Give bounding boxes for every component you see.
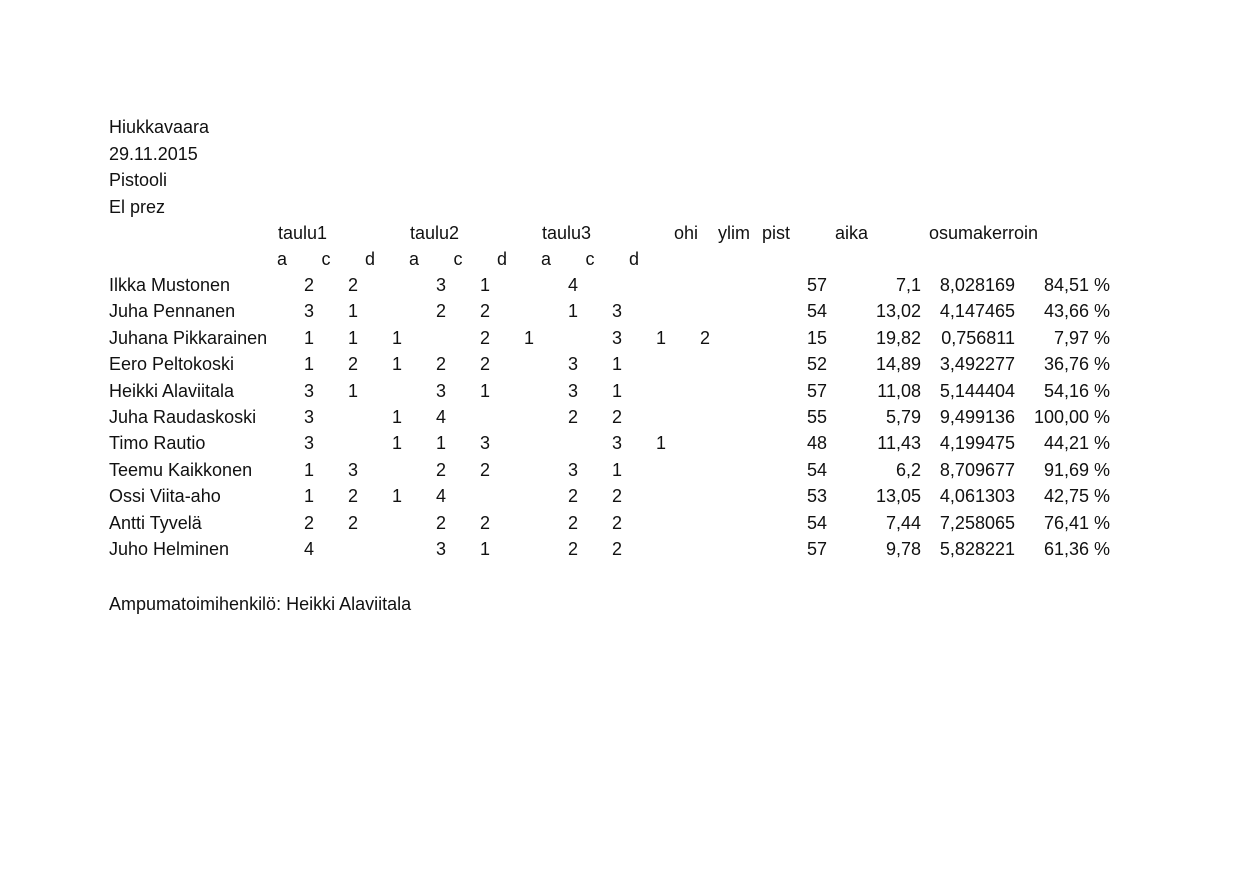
hit-count-cell: 1: [567, 301, 578, 321]
percent-cell: 42,75 %: [1043, 486, 1110, 506]
percent-cell: 36,76 %: [1043, 354, 1110, 374]
points-cell: 57: [806, 275, 827, 295]
hit-factor-cell: 4,199475: [939, 433, 1015, 453]
hit-count-cell: 2: [347, 486, 358, 506]
percent-cell: 43,66 %: [1043, 301, 1110, 321]
overtime-cell: 2: [699, 328, 710, 348]
hit-count-cell: 2: [479, 460, 490, 480]
hit-factor-cell: 0,756811: [941, 328, 1015, 348]
footer-official-text: Ampumatoimihenkilö: Heikki Alaviitala: [109, 594, 412, 614]
column-header: taulu1: [278, 223, 328, 243]
hit-count-cell: 1: [479, 275, 490, 295]
hit-count-cell: 3: [567, 381, 578, 401]
time-cell: 11,43: [877, 433, 921, 453]
time-cell: 19,82: [875, 328, 921, 348]
location-text: Hiukkavaara: [109, 117, 210, 137]
hit-count-cell: 1: [391, 407, 402, 427]
column-header: taulu3: [542, 223, 592, 243]
sub-column-header: a: [276, 249, 287, 269]
percent-cell: 61,36 %: [1043, 539, 1110, 559]
time-cell: 9,78: [885, 539, 921, 559]
sub-column-header: c: [321, 249, 331, 269]
sub-column-header: c: [453, 249, 463, 269]
stage-name-text: El prez: [109, 197, 166, 217]
hit-count-cell: 2: [347, 513, 358, 533]
column-header: osumakerroin: [929, 223, 1039, 243]
hit-factor-cell: 3,492277: [939, 354, 1015, 374]
percent-cell: 44,21 %: [1043, 433, 1110, 453]
hit-count-cell: 2: [567, 486, 578, 506]
hit-count-cell: 1: [523, 328, 534, 348]
hit-count-cell: 2: [479, 301, 490, 321]
hit-count-cell: 3: [567, 460, 578, 480]
hit-count-cell: 2: [303, 513, 314, 533]
hit-count-cell: 2: [567, 539, 578, 559]
points-cell: 53: [806, 486, 827, 506]
time-cell: 14,89: [875, 354, 921, 374]
hit-count-cell: 2: [347, 354, 358, 374]
hit-count-cell: 2: [567, 513, 578, 533]
hit-factor-cell: 7,258065: [939, 513, 1015, 533]
hit-count-cell: 1: [303, 328, 314, 348]
miss-count-cell: 1: [655, 433, 666, 453]
hit-count-cell: 1: [391, 433, 402, 453]
column-header: ohi: [674, 223, 699, 243]
hit-count-cell: 3: [567, 354, 578, 374]
hit-factor-cell: 4,147465: [939, 301, 1015, 321]
shooter-name: Timo Rautio: [109, 433, 206, 453]
points-cell: 54: [806, 460, 827, 480]
time-cell: 11,08: [877, 381, 921, 401]
points-cell: 55: [806, 407, 827, 427]
hit-count-cell: 3: [435, 539, 446, 559]
hit-count-cell: 4: [303, 539, 314, 559]
hit-factor-cell: 8,028169: [939, 275, 1015, 295]
hit-factor-cell: 9,499136: [939, 407, 1015, 427]
shooter-name: Ossi Viita-aho: [109, 486, 221, 506]
hit-count-cell: 3: [347, 460, 358, 480]
percent-cell: 54,16 %: [1043, 381, 1110, 401]
shooter-name: Juhana Pikkarainen: [109, 328, 268, 348]
hit-count-cell: 1: [391, 486, 402, 506]
column-header: taulu2: [410, 223, 460, 243]
time-cell: 13,05: [875, 486, 921, 506]
time-cell: 13,02: [875, 301, 921, 321]
percent-cell: 84,51 %: [1043, 275, 1110, 295]
shooter-name: Ilkka Mustonen: [109, 275, 231, 295]
points-cell: 52: [806, 354, 827, 374]
hit-count-cell: 1: [303, 354, 314, 374]
date-text: 29.11.2015: [109, 144, 198, 164]
hit-count-cell: 4: [435, 407, 446, 427]
hit-count-cell: 2: [435, 513, 446, 533]
hit-count-cell: 4: [567, 275, 578, 295]
hit-factor-cell: 4,061303: [939, 486, 1015, 506]
hit-factor-cell: 5,144404: [939, 381, 1015, 401]
hit-count-cell: 2: [347, 275, 358, 295]
percent-cell: 7,97 %: [1053, 328, 1110, 348]
points-cell: 54: [806, 301, 827, 321]
shooter-name: Heikki Alaviitala: [109, 381, 235, 401]
hit-count-cell: 2: [303, 275, 314, 295]
sub-column-header: d: [364, 249, 375, 269]
sub-column-header: a: [408, 249, 419, 269]
percent-cell: 100,00 %: [1033, 407, 1110, 427]
hit-factor-cell: 8,709677: [939, 460, 1015, 480]
hit-count-cell: 2: [611, 407, 622, 427]
hit-count-cell: 1: [479, 381, 490, 401]
column-header: pist: [762, 223, 791, 243]
hit-count-cell: 2: [435, 301, 446, 321]
hit-count-cell: 1: [347, 301, 358, 321]
shooter-name: Antti Tyvelä: [109, 513, 202, 533]
shooter-name: Teemu Kaikkonen: [109, 460, 253, 480]
percent-cell: 91,69 %: [1043, 460, 1110, 480]
hit-count-cell: 1: [479, 539, 490, 559]
hit-count-cell: 1: [391, 328, 402, 348]
hit-count-cell: 1: [347, 381, 358, 401]
hit-count-cell: 1: [303, 486, 314, 506]
time-cell: 5,79: [885, 407, 921, 427]
shooter-name: Juha Pennanen: [109, 301, 236, 321]
hit-count-cell: 2: [435, 354, 446, 374]
sub-column-header: d: [628, 249, 639, 269]
hit-count-cell: 3: [611, 328, 622, 348]
column-header: ylim: [718, 223, 750, 243]
hit-count-cell: 3: [435, 381, 446, 401]
shooter-name: Eero Peltokoski: [109, 354, 235, 374]
hit-count-cell: 2: [567, 407, 578, 427]
shooter-name: Juha Raudaskoski: [109, 407, 257, 427]
hit-count-cell: 3: [479, 433, 490, 453]
hit-count-cell: 1: [611, 381, 622, 401]
hit-count-cell: 1: [391, 354, 402, 374]
time-cell: 7,44: [885, 513, 921, 533]
points-cell: 48: [806, 433, 827, 453]
time-cell: 7,1: [895, 275, 921, 295]
points-cell: 54: [806, 513, 827, 533]
hit-count-cell: 1: [303, 460, 314, 480]
hit-count-cell: 4: [435, 486, 446, 506]
hit-count-cell: 1: [611, 460, 622, 480]
points-cell: 57: [806, 539, 827, 559]
hit-count-cell: 2: [435, 460, 446, 480]
points-cell: 15: [806, 328, 827, 348]
points-cell: 57: [806, 381, 827, 401]
miss-count-cell: 1: [655, 328, 666, 348]
hit-count-cell: 2: [611, 539, 622, 559]
time-cell: 6,2: [895, 460, 921, 480]
percent-cell: 76,41 %: [1043, 513, 1110, 533]
hit-count-cell: 3: [303, 407, 314, 427]
hit-count-cell: 1: [611, 354, 622, 374]
hit-count-cell: 3: [435, 275, 446, 295]
hit-count-cell: 2: [479, 328, 490, 348]
hit-count-cell: 3: [303, 301, 314, 321]
shooter-name: Juho Helminen: [109, 539, 230, 559]
hit-count-cell: 1: [347, 328, 358, 348]
sub-column-header: d: [496, 249, 507, 269]
sub-column-header: c: [585, 249, 595, 269]
hit-count-cell: 1: [435, 433, 446, 453]
discipline-text: Pistooli: [109, 170, 168, 190]
hit-count-cell: 2: [479, 513, 490, 533]
hit-count-cell: 2: [611, 513, 622, 533]
hit-count-cell: 2: [479, 354, 490, 374]
hit-count-cell: 3: [611, 301, 622, 321]
column-header: aika: [835, 223, 869, 243]
sub-column-header: a: [540, 249, 551, 269]
hit-count-cell: 3: [611, 433, 622, 453]
hit-count-cell: 3: [303, 381, 314, 401]
hit-count-cell: 3: [303, 433, 314, 453]
hit-factor-cell: 5,828221: [939, 539, 1015, 559]
hit-count-cell: 2: [611, 486, 622, 506]
